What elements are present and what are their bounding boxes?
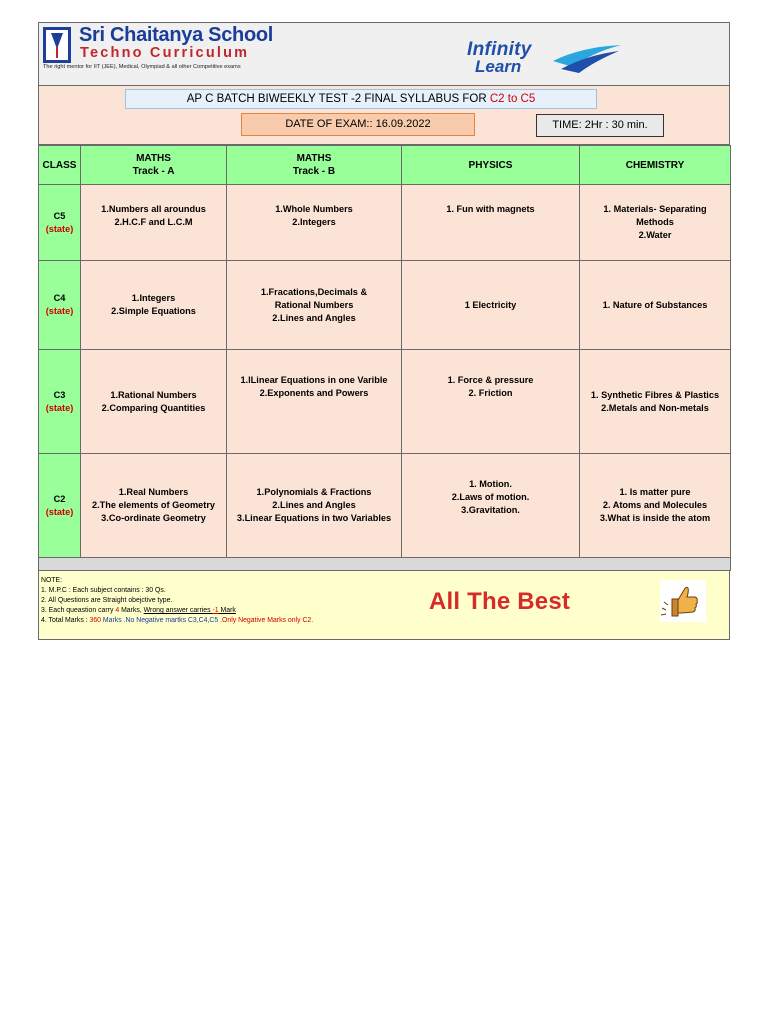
infinity-learn-logo: [467, 39, 627, 79]
exam-duration: TIME: 2Hr : 30 min.: [536, 114, 664, 137]
maths-a-cell: 1.Integers 2.Simple Equations: [81, 261, 227, 350]
table-row: [39, 185, 731, 261]
physics-cell: 1. Fun with magnets: [402, 185, 580, 261]
table-header-row: [39, 146, 731, 185]
table-row: [39, 261, 731, 350]
exam-title-text: AP C BATCH BIWEEKLY TEST -2 FINAL SYLLABUS FOR: [186, 93, 490, 105]
physics-cell: 1 Electricity: [402, 261, 580, 350]
chemistry-cell: 1. Materials- Separating Methods 2.Water: [580, 185, 731, 261]
exam-date: DATE OF EXAM:: 16.09.2022: [241, 113, 475, 136]
class-cell: C4 (state): [39, 261, 81, 350]
maths-b-cell: 1.Polynomials & Fractions 2.Lines and Angles 3.Linear Equations in two Variables: [227, 454, 402, 558]
maths-b-cell: 1.Whole Numbers 2.Integers: [227, 185, 402, 261]
header-physics: PHYSICS: [402, 146, 580, 185]
class-cell: C3 (state): [39, 350, 81, 454]
title-band: [38, 86, 730, 145]
partner-word-1: Infinity: [467, 39, 532, 60]
syllabus-table: [38, 145, 731, 571]
class-cell: C2 (state): [39, 454, 81, 558]
exam-title: [125, 89, 597, 109]
header-band: [38, 22, 730, 86]
partner-word-2: Learn: [475, 57, 522, 76]
school-name: Sri Chaitanya School: [79, 24, 274, 46]
table-row: [39, 454, 731, 558]
school-tagline: The right mentor for IIT (JEE), Medical, Olympiad & all other Competitive exams: [43, 64, 241, 70]
header-maths-a: MATHS Track - A: [81, 146, 227, 185]
header-chemistry: CHEMISTRY: [580, 146, 731, 185]
note-3: 3. Each queastion carry 4 Marks, Wrong answer carries -1 Mark: [41, 607, 236, 614]
notes-list: [41, 576, 313, 626]
spacer-cell: [39, 558, 731, 571]
note-4: 4. Total Marks : 360 Marks .No Negative martks C3,C4,C5 .Only Negative Marks only C2.: [41, 617, 314, 624]
chemistry-cell: 1. Is matter pure 2. Atoms and Molecules 3.What is inside the atom: [580, 454, 731, 558]
note-1: 1. M.P.C : Each subject contains : 30 Qs.: [41, 587, 166, 594]
physics-cell: 1. Force & pressure 2. Friction: [402, 350, 580, 454]
school-logo: [43, 27, 71, 63]
maths-a-cell: 1.Numbers all aroundus 2.H.C.F and L.C.M: [81, 185, 227, 261]
chemistry-cell: 1. Synthetic Fibres & Plastics 2.Metals and Non-metals: [580, 350, 731, 454]
maths-b-cell: 1.lLinear Equations in one Varible 2.Exponents and Powers: [227, 350, 402, 454]
thumbs-up-icon: [660, 580, 706, 622]
header-class: CLASS: [39, 146, 81, 185]
maths-a-cell: 1.Real Numbers 2.The elements of Geometry 3.Co-ordinate Geometry: [81, 454, 227, 558]
exam-classes: C2 to C5: [489, 93, 536, 105]
maths-a-cell: 1.Rational Numbers 2.Comparing Quantities: [81, 350, 227, 454]
spacer-row: [39, 558, 731, 571]
chemistry-cell: 1. Nature of Substances: [580, 261, 731, 350]
physics-cell: 1. Motion. 2.Laws of motion. 3.Gravitation.: [402, 454, 580, 558]
maths-b-cell: 1.Fracations,Decimals & Rational Numbers 2.Lines and Angles: [227, 261, 402, 350]
class-cell: C5 (state): [39, 185, 81, 261]
table-row: [39, 350, 731, 454]
syllabus-sheet: [38, 22, 730, 640]
all-the-best-text: All The Best: [429, 588, 571, 615]
notes-heading: NOTE:: [41, 577, 63, 584]
note-2: 2. All Questions are Straight obejctive type.: [41, 597, 173, 604]
school-subtitle: Techno Curriculum: [80, 45, 250, 61]
header-maths-b: MATHS Track - B: [227, 146, 402, 185]
notes-band: [38, 571, 730, 640]
swoosh-icon: [551, 41, 623, 75]
